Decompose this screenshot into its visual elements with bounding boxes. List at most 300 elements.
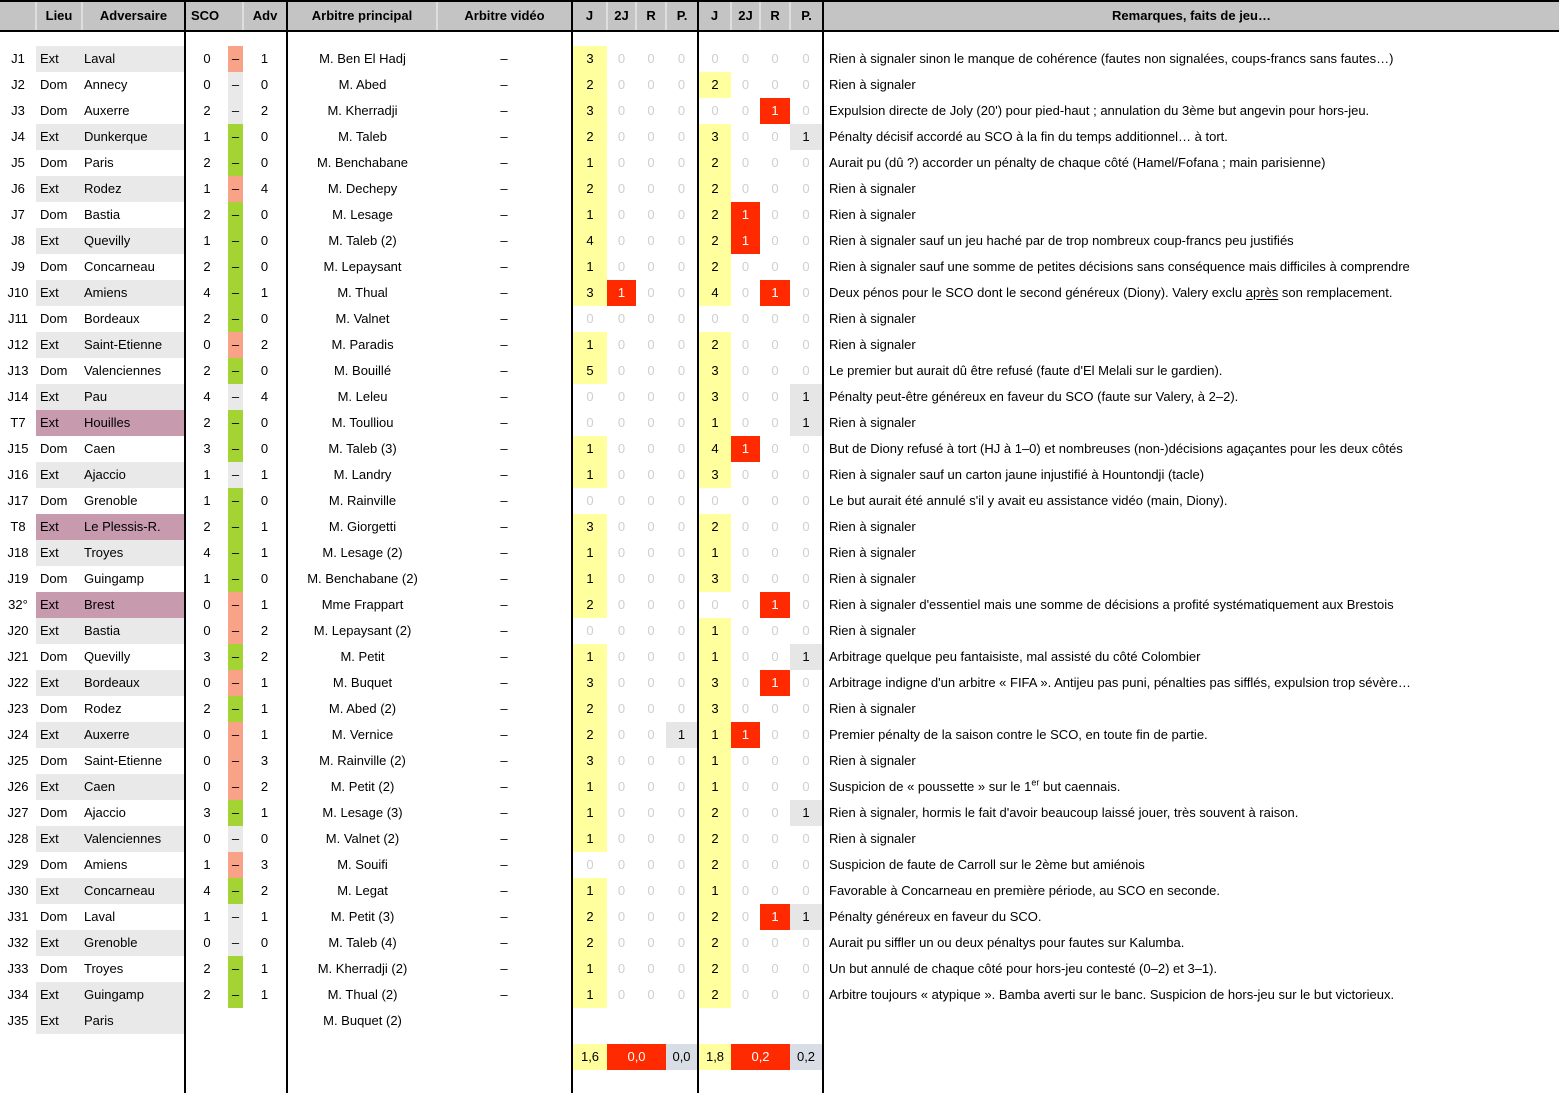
cell-sco-card-j[interactable]: 2	[572, 930, 607, 956]
cell-sco-card-p[interactable]: 0	[677, 935, 686, 950]
cell-sco-card-2j[interactable]: 0	[617, 129, 626, 144]
cell-result-indicator[interactable]: –	[228, 982, 243, 1008]
cell-sco-card-r[interactable]: 0	[647, 597, 655, 612]
cell-adversaire[interactable]: Troyes	[82, 540, 185, 566]
cell-adv-card-r[interactable]: 0	[771, 129, 779, 144]
cell-adv-card-p[interactable]: 0	[802, 545, 810, 560]
cell-sco-card-r[interactable]: 0	[647, 493, 655, 508]
cell-remark[interactable]: Rien à signaler	[823, 306, 1559, 332]
cell-adv-card-2j[interactable]: 1	[731, 436, 760, 462]
cell-referee[interactable]: M. Valnet (2)	[287, 826, 437, 852]
cell-sco-card-r[interactable]: 0	[647, 779, 655, 794]
cell-remark[interactable]: Rien à signaler	[823, 176, 1559, 202]
cell-sco-card-r[interactable]: 0	[647, 129, 655, 144]
cell-adversaire[interactable]: Rodez	[82, 176, 185, 202]
cell-adv-card-r[interactable]: 1	[760, 98, 790, 124]
cell-referee[interactable]: M. Lepaysant (2)	[287, 618, 437, 644]
cell-score-sco[interactable]: 2	[185, 306, 228, 332]
cell-sco-card-p[interactable]: 0	[677, 467, 686, 482]
cell-sco-card-2j[interactable]	[607, 1008, 636, 1034]
cell-score-sco[interactable]: 1	[185, 228, 228, 254]
cell-adv-card-r[interactable]: 0	[771, 623, 779, 638]
cell-adversaire[interactable]: Grenoble	[82, 930, 185, 956]
cell-adv-card-2j[interactable]: 0	[741, 311, 750, 326]
cell-sco-card-j[interactable]: 1	[572, 566, 607, 592]
cell-adv-card-p[interactable]: 0	[802, 779, 810, 794]
cell-remark[interactable]: Suspicion de « poussette » sur le 1er but caennais.	[823, 774, 1559, 800]
cell-sco-card-p[interactable]: 0	[677, 909, 686, 924]
cell-adv-card-p[interactable]: 0	[802, 77, 810, 92]
cell-result-indicator[interactable]: –	[228, 410, 243, 436]
cell-lieu[interactable]: Dom	[36, 72, 82, 98]
cell-score-adv[interactable]: 2	[260, 623, 269, 638]
cell-adv-card-r[interactable]: 0	[771, 363, 779, 378]
cell-lieu[interactable]: Dom	[36, 202, 82, 228]
cell-lieu[interactable]: Ext	[36, 280, 82, 306]
cell-sco-card-p[interactable]: 0	[677, 623, 686, 638]
cell-sco-card-p[interactable]: 0	[677, 441, 686, 456]
cell-sco-card-r[interactable]: 0	[647, 311, 655, 326]
cell-sco-card-r[interactable]: 0	[647, 675, 655, 690]
cell-adv-card-2j[interactable]: 0	[741, 909, 750, 924]
cell-sco-card-2j[interactable]: 1	[607, 280, 636, 306]
cell-lieu[interactable]: Dom	[36, 696, 82, 722]
cell-sco-card-j[interactable]: 2	[572, 722, 607, 748]
cell-score-adv[interactable]: 0	[260, 493, 269, 508]
cell-result-indicator[interactable]: –	[228, 540, 243, 566]
cell-adversaire[interactable]: Concarneau	[82, 254, 185, 280]
cell-sco-card-2j[interactable]: 0	[617, 597, 626, 612]
cell-sco-card-2j[interactable]: 0	[617, 493, 626, 508]
cell-sco-card-p[interactable]: 0	[677, 311, 686, 326]
cell-result-indicator[interactable]: –	[228, 306, 243, 332]
cell-lieu[interactable]: Ext	[36, 1008, 82, 1034]
cell-sco-card-j[interactable]: 0	[572, 410, 607, 436]
cell-matchday-label[interactable]: J13	[7, 363, 29, 378]
cell-sco-card-j[interactable]: 1	[572, 436, 607, 462]
cell-adv-card-r[interactable]: 0	[771, 649, 779, 664]
cell-remark[interactable]: Arbitre toujours « atypique ». Bamba averti sur le banc. Suspicion de hors-jeu sur le but victorieux.	[823, 982, 1559, 1008]
cell-score-sco[interactable]: 0	[185, 748, 228, 774]
cell-lieu[interactable]: Ext	[36, 462, 82, 488]
cell-lieu[interactable]: Ext	[36, 722, 82, 748]
cell-sco-card-r[interactable]: 0	[647, 831, 655, 846]
cell-adv-card-r[interactable]: 0	[771, 51, 779, 66]
cell-adv-card-j[interactable]: 2	[698, 956, 731, 982]
cell-score-adv[interactable]: 0	[260, 233, 269, 248]
cell-sco-card-2j[interactable]: 0	[617, 389, 626, 404]
cell-lieu[interactable]: Ext	[36, 228, 82, 254]
cell-result-indicator[interactable]: –	[228, 384, 243, 410]
cell-adv-card-p[interactable]: 0	[802, 285, 810, 300]
cell-adv-card-j[interactable]: 2	[698, 202, 731, 228]
cell-matchday-label[interactable]: J4	[11, 129, 25, 144]
cell-remark[interactable]: Rien à signaler	[823, 72, 1559, 98]
cell-sco-card-j[interactable]: 1	[572, 956, 607, 982]
cell-sco-card-p[interactable]: 0	[677, 883, 686, 898]
cell-sco-card-p[interactable]: 0	[677, 779, 686, 794]
cell-sco-card-j[interactable]: 1	[572, 150, 607, 176]
cell-score-sco[interactable]: 0	[185, 46, 228, 72]
cell-sco-card-j[interactable]: 1	[572, 254, 607, 280]
cell-result-indicator[interactable]: –	[228, 852, 243, 878]
cell-adv-card-2j[interactable]: 0	[741, 701, 750, 716]
cell-sco-card-r[interactable]: 0	[647, 155, 655, 170]
cell-adv-card-p[interactable]: 0	[802, 883, 810, 898]
cell-matchday-label[interactable]: J27	[7, 805, 29, 820]
cell-sco-card-2j[interactable]: 0	[617, 805, 626, 820]
cell-referee[interactable]: M. Abed	[287, 72, 437, 98]
cell-referee[interactable]: M. Lesage	[287, 202, 437, 228]
cell-adv-card-r[interactable]: 0	[771, 259, 779, 274]
cell-adv-card-p[interactable]: 1	[790, 904, 823, 930]
cell-score-adv[interactable]: 2	[260, 337, 269, 352]
cell-sco-card-j[interactable]: 1	[572, 540, 607, 566]
cell-result-indicator[interactable]: –	[228, 254, 243, 280]
cell-sco-card-2j[interactable]: 0	[617, 571, 626, 586]
cell-matchday-label[interactable]: J3	[11, 103, 25, 118]
cell-sco-card-r[interactable]: 0	[647, 207, 655, 222]
cell-remark[interactable]: Rien à signaler	[823, 540, 1559, 566]
cell-adversaire[interactable]: Concarneau	[82, 878, 185, 904]
cell-score-adv[interactable]: 0	[260, 129, 269, 144]
cell-sco-card-2j[interactable]: 0	[617, 363, 626, 378]
cell-remark[interactable]: Rien à signaler, hormis le fait d'avoir beaucoup laissé jouer, très souvent à raison.	[823, 800, 1559, 826]
cell-adv-card-2j[interactable]: 0	[741, 831, 750, 846]
cell-adversaire[interactable]: Annecy	[82, 72, 185, 98]
cell-referee[interactable]: M. Thual	[287, 280, 437, 306]
cell-result-indicator[interactable]: –	[228, 592, 243, 618]
cell-adv-card-p[interactable]: 0	[802, 935, 810, 950]
cell-adv-card-p[interactable]: 0	[802, 519, 810, 534]
cell-score-adv[interactable]: 0	[260, 207, 269, 222]
cell-result-indicator[interactable]: –	[228, 280, 243, 306]
cell-adv-card-j[interactable]: 1	[698, 878, 731, 904]
cell-adv-card-p[interactable]: 0	[802, 701, 810, 716]
cell-sco-card-j[interactable]: 0	[572, 384, 607, 410]
cell-adv-card-2j[interactable]: 1	[731, 202, 760, 228]
cell-referee[interactable]: M. Taleb (2)	[287, 228, 437, 254]
cell-remark[interactable]: Aurait pu (dû ?) accorder un pénalty de chaque côté (Hamel/Fofana ; main parisienne)	[823, 150, 1559, 176]
cell-adv-card-r[interactable]: 0	[771, 571, 779, 586]
cell-adv-card-p[interactable]: 0	[802, 831, 810, 846]
cell-video-referee[interactable]: –	[500, 779, 508, 794]
cell-adversaire[interactable]: Laval	[82, 904, 185, 930]
cell-adv-card-r[interactable]: 0	[771, 857, 779, 872]
cell-adv-card-j[interactable]: 0	[698, 98, 731, 124]
cell-result-indicator[interactable]: –	[228, 930, 243, 956]
cell-matchday-label[interactable]: J32	[7, 935, 29, 950]
cell-video-referee[interactable]: –	[500, 571, 508, 586]
cell-sco-card-j[interactable]: 1	[572, 644, 607, 670]
summary-adv-penalty-avg[interactable]: 0,2	[790, 1044, 823, 1070]
cell-adv-card-r[interactable]: 1	[760, 280, 790, 306]
cell-sco-card-r[interactable]: 0	[647, 935, 655, 950]
cell-adv-card-p[interactable]: 0	[802, 311, 810, 326]
cell-adversaire[interactable]: Bordeaux	[82, 306, 185, 332]
cell-adv-card-r[interactable]: 0	[771, 831, 779, 846]
cell-score-sco[interactable]: 0	[185, 826, 228, 852]
cell-score-sco[interactable]	[185, 1008, 228, 1034]
cell-video-referee[interactable]: –	[500, 337, 508, 352]
cell-result-indicator[interactable]: –	[228, 358, 243, 384]
cell-sco-card-r[interactable]: 0	[647, 883, 655, 898]
cell-video-referee[interactable]: –	[500, 363, 508, 378]
header-adv-score[interactable]: Adv	[243, 1, 287, 31]
cell-remark[interactable]: Rien à signaler d'essentiel mais une somme de décisions a profité systématiquement aux Brestois	[823, 592, 1559, 618]
cell-matchday-label[interactable]: J25	[7, 753, 29, 768]
cell-sco-card-r[interactable]: 0	[647, 961, 655, 976]
cell-adv-card-p[interactable]: 0	[802, 987, 810, 1002]
cell-video-referee[interactable]: –	[500, 649, 508, 664]
cell-score-adv[interactable]: 1	[260, 467, 269, 482]
cell-referee[interactable]: M. Leleu	[287, 384, 437, 410]
header-remarques[interactable]: Remarques, faits de jeu…	[823, 1, 1559, 31]
cell-sco-card-p[interactable]: 0	[677, 337, 686, 352]
cell-adv-card-p[interactable]: 0	[802, 961, 810, 976]
cell-result-indicator[interactable]: –	[228, 722, 243, 748]
cell-sco-card-p[interactable]: 0	[677, 753, 686, 768]
cell-adv-card-r[interactable]: 0	[771, 779, 779, 794]
cell-matchday-label[interactable]: J7	[11, 207, 25, 222]
cell-score-adv[interactable]: 2	[260, 883, 269, 898]
cell-score-sco[interactable]: 3	[185, 436, 228, 462]
cell-adversaire[interactable]: Houilles	[82, 410, 185, 436]
cell-adversaire[interactable]: Brest	[82, 592, 185, 618]
cell-matchday-label[interactable]: J10	[7, 285, 29, 300]
cell-matchday-label[interactable]: J2	[11, 77, 25, 92]
cell-adversaire[interactable]: Laval	[82, 46, 185, 72]
cell-sco-card-2j[interactable]: 0	[617, 909, 626, 924]
cell-sco-card-p[interactable]: 0	[677, 77, 686, 92]
cell-video-referee[interactable]	[437, 1008, 572, 1034]
cell-lieu[interactable]: Dom	[36, 358, 82, 384]
cell-referee[interactable]: M. Kherradji (2)	[287, 956, 437, 982]
cell-sco-card-p[interactable]: 0	[677, 51, 686, 66]
cell-lieu[interactable]: Ext	[36, 46, 82, 72]
cell-adversaire[interactable]: Guingamp	[82, 566, 185, 592]
cell-adv-card-2j[interactable]: 0	[741, 883, 750, 898]
cell-sco-card-r[interactable]: 0	[647, 233, 655, 248]
cell-result-indicator[interactable]: –	[228, 878, 243, 904]
cell-sco-card-j[interactable]: 4	[572, 228, 607, 254]
cell-video-referee[interactable]: –	[500, 311, 508, 326]
cell-sco-card-j[interactable]: 2	[572, 696, 607, 722]
cell-result-indicator[interactable]: –	[228, 956, 243, 982]
header-adv-red[interactable]: R	[760, 1, 790, 31]
cell-sco-card-p[interactable]: 0	[677, 987, 686, 1002]
cell-adversaire[interactable]: Saint-Etienne	[82, 332, 185, 358]
cell-score-adv[interactable]: 4	[260, 389, 269, 404]
cell-score-adv[interactable]: 1	[260, 987, 269, 1002]
cell-adv-card-p[interactable]: 0	[802, 571, 810, 586]
cell-sco-card-2j[interactable]: 0	[617, 545, 626, 560]
cell-adv-card-p[interactable]: 0	[802, 467, 810, 482]
cell-result-indicator[interactable]: –	[228, 176, 243, 202]
cell-sco-card-p[interactable]: 0	[677, 285, 686, 300]
cell-adv-card-r[interactable]: 0	[771, 727, 779, 742]
cell-score-sco[interactable]: 2	[185, 202, 228, 228]
cell-sco-card-2j[interactable]: 0	[617, 883, 626, 898]
cell-adversaire[interactable]: Auxerre	[82, 722, 185, 748]
cell-score-sco[interactable]: 4	[185, 280, 228, 306]
cell-sco-card-2j[interactable]: 0	[617, 935, 626, 950]
cell-matchday-label[interactable]: J11	[8, 311, 28, 326]
cell-sco-card-p[interactable]: 0	[677, 103, 686, 118]
cell-lieu[interactable]: Dom	[36, 306, 82, 332]
cell-adversaire[interactable]: Bordeaux	[82, 670, 185, 696]
cell-adv-card-p[interactable]: 0	[802, 337, 810, 352]
cell-referee[interactable]: M. Thual (2)	[287, 982, 437, 1008]
cell-lieu[interactable]: Ext	[36, 410, 82, 436]
cell-adv-card-j[interactable]: 2	[698, 852, 731, 878]
cell-result-indicator[interactable]: –	[228, 124, 243, 150]
cell-video-referee[interactable]: –	[500, 675, 508, 690]
cell-remark[interactable]: Deux pénos pour le SCO dont le second généreux (Diony). Valery exclu après son remplacement.	[823, 280, 1559, 306]
cell-adv-card-2j[interactable]: 0	[741, 129, 750, 144]
cell-adv-card-p[interactable]: 0	[802, 51, 810, 66]
cell-sco-card-j[interactable]: 2	[572, 592, 607, 618]
summary-sco-red-avg[interactable]: 0,0	[607, 1044, 666, 1070]
cell-matchday-label[interactable]: 32°	[8, 597, 28, 612]
cell-result-indicator[interactable]: –	[228, 800, 243, 826]
cell-score-adv[interactable]: 3	[260, 857, 269, 872]
cell-lieu[interactable]: Dom	[36, 904, 82, 930]
cell-result-indicator[interactable]: –	[228, 826, 243, 852]
cell-adversaire[interactable]: Ajaccio	[82, 462, 185, 488]
cell-remark[interactable]: Rien à signaler sauf un carton jaune injustifié à Hountondji (tacle)	[823, 462, 1559, 488]
cell-score-adv[interactable]: 0	[260, 441, 269, 456]
cell-score-adv[interactable]: 0	[260, 259, 269, 274]
cell-score-sco[interactable]: 4	[185, 540, 228, 566]
cell-sco-card-p[interactable]: 0	[677, 207, 686, 222]
cell-adv-card-j[interactable]: 3	[698, 566, 731, 592]
cell-sco-card-r[interactable]: 0	[647, 519, 655, 534]
cell-adversaire[interactable]: Quevilly	[82, 228, 185, 254]
cell-adv-card-r[interactable]: 0	[771, 701, 779, 716]
cell-sco-card-p[interactable]: 0	[677, 571, 686, 586]
cell-adv-card-p[interactable]: 0	[802, 181, 810, 196]
cell-adv-card-j[interactable]: 2	[698, 904, 731, 930]
cell-adversaire[interactable]: Valenciennes	[82, 826, 185, 852]
cell-adv-card-j[interactable]: 3	[698, 384, 731, 410]
cell-score-sco[interactable]: 2	[185, 254, 228, 280]
cell-referee[interactable]: M. Lesage (2)	[287, 540, 437, 566]
cell-adversaire[interactable]: Guingamp	[82, 982, 185, 1008]
cell-result-indicator[interactable]: –	[228, 150, 243, 176]
cell-adv-card-j[interactable]: 1	[698, 748, 731, 774]
cell-remark[interactable]: Suspicion de faute de Carroll sur le 2ème but amiénois	[823, 852, 1559, 878]
cell-sco-card-p[interactable]: 0	[677, 415, 686, 430]
cell-sco-card-p[interactable]: 0	[677, 831, 686, 846]
cell-adversaire[interactable]: Valenciennes	[82, 358, 185, 384]
cell-remark[interactable]: Rien à signaler	[823, 514, 1559, 540]
cell-remark[interactable]: Premier pénalty de la saison contre le SCO, en toute fin de partie.	[823, 722, 1559, 748]
cell-sco-card-j[interactable]: 3	[572, 280, 607, 306]
cell-sco-card-r[interactable]: 0	[647, 181, 655, 196]
cell-lieu[interactable]: Dom	[36, 254, 82, 280]
cell-sco-card-r[interactable]: 0	[647, 805, 655, 820]
cell-sco-card-j[interactable]: 2	[572, 124, 607, 150]
cell-adv-card-j[interactable]	[698, 1008, 731, 1034]
cell-lieu[interactable]: Dom	[36, 436, 82, 462]
cell-sco-card-r[interactable]: 0	[647, 285, 655, 300]
cell-adv-card-p[interactable]: 0	[802, 857, 810, 872]
cell-score-adv[interactable]: 2	[260, 649, 269, 664]
cell-sco-card-j[interactable]: 3	[572, 670, 607, 696]
cell-referee[interactable]: M. Taleb	[287, 124, 437, 150]
cell-video-referee[interactable]: –	[500, 935, 508, 950]
cell-score-adv[interactable]: 1	[260, 545, 269, 560]
cell-adv-card-p[interactable]: 1	[790, 644, 823, 670]
cell-referee[interactable]: M. Giorgetti	[287, 514, 437, 540]
cell-matchday-label[interactable]: J14	[7, 389, 29, 404]
cell-sco-card-2j[interactable]: 0	[617, 701, 626, 716]
cell-adv-card-2j[interactable]: 0	[741, 51, 750, 66]
cell-result-indicator[interactable]: –	[228, 202, 243, 228]
cell-adversaire[interactable]: Le Plessis-R.	[82, 514, 185, 540]
cell-score-sco[interactable]: 0	[185, 930, 228, 956]
cell-adv-card-j[interactable]: 2	[698, 228, 731, 254]
cell-result-indicator[interactable]	[228, 1008, 243, 1034]
cell-sco-card-r[interactable]: 0	[647, 571, 655, 586]
cell-adv-card-r[interactable]: 1	[760, 904, 790, 930]
cell-lieu[interactable]: Ext	[36, 514, 82, 540]
cell-lieu[interactable]: Ext	[36, 774, 82, 800]
cell-video-referee[interactable]: –	[500, 545, 508, 560]
cell-adv-card-j[interactable]: 1	[698, 774, 731, 800]
cell-score-adv[interactable]: 1	[260, 519, 269, 534]
cell-adv-card-j[interactable]: 1	[698, 618, 731, 644]
cell-sco-card-2j[interactable]: 0	[617, 987, 626, 1002]
cell-adv-card-2j[interactable]: 0	[741, 987, 750, 1002]
cell-adv-card-2j[interactable]: 1	[731, 228, 760, 254]
cell-adv-card-p[interactable]: 0	[802, 363, 810, 378]
cell-adv-card-p[interactable]: 0	[802, 675, 810, 690]
cell-lieu[interactable]: Dom	[36, 748, 82, 774]
cell-sco-card-r[interactable]: 0	[647, 363, 655, 378]
cell-adv-card-2j[interactable]: 0	[741, 181, 750, 196]
cell-lieu[interactable]: Ext	[36, 826, 82, 852]
cell-adv-card-r[interactable]: 0	[771, 233, 779, 248]
cell-sco-card-j[interactable]: 2	[572, 904, 607, 930]
cell-adv-card-r[interactable]: 0	[771, 805, 779, 820]
cell-referee[interactable]: M. Ben El Hadj	[287, 46, 437, 72]
cell-adv-card-2j[interactable]: 0	[741, 779, 750, 794]
cell-adversaire[interactable]: Dunkerque	[82, 124, 185, 150]
cell-sco-card-p[interactable]	[666, 1008, 698, 1034]
cell-lieu[interactable]: Dom	[36, 800, 82, 826]
cell-adv-card-2j[interactable]: 0	[741, 597, 750, 612]
cell-adv-card-j[interactable]: 2	[698, 514, 731, 540]
cell-video-referee[interactable]: –	[500, 233, 508, 248]
cell-adv-card-2j[interactable]: 0	[741, 493, 750, 508]
cell-sco-card-2j[interactable]: 0	[617, 441, 626, 456]
cell-adv-card-j[interactable]: 4	[698, 436, 731, 462]
cell-score-sco[interactable]: 1	[185, 124, 228, 150]
cell-adv-card-p[interactable]: 0	[802, 753, 810, 768]
cell-sco-card-r[interactable]: 0	[647, 649, 655, 664]
cell-sco-card-p[interactable]: 0	[677, 597, 686, 612]
cell-remark[interactable]: Pénalty généreux en faveur du SCO.	[823, 904, 1559, 930]
cell-remark[interactable]: Un but annulé de chaque côté pour hors-jeu contesté (0–2) et 3–1).	[823, 956, 1559, 982]
cell-sco-card-j[interactable]: 3	[572, 514, 607, 540]
cell-sco-card-j[interactable]: 1	[572, 826, 607, 852]
cell-sco-card-r[interactable]: 0	[647, 51, 655, 66]
cell-sco-card-2j[interactable]: 0	[617, 467, 626, 482]
cell-matchday-label[interactable]: J17	[7, 493, 29, 508]
cell-result-indicator[interactable]: –	[228, 436, 243, 462]
